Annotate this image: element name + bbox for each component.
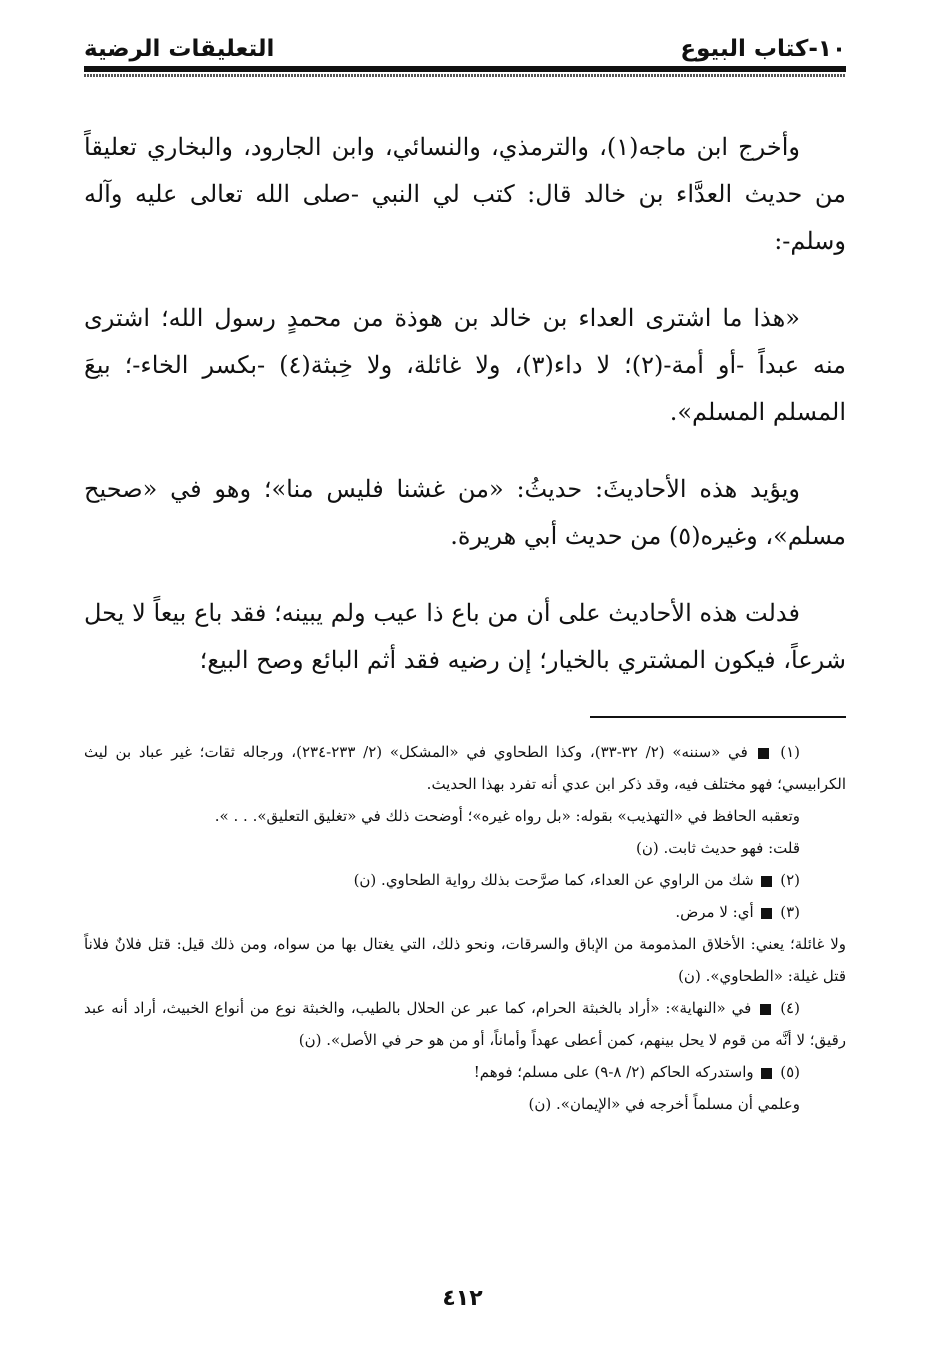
paragraph: ويؤيد هذه الأحاديثَ: حديثُ: «من غشنا فليس منا»؛ وهو في «صحيح مسلم»، وغيره(٥) من حديث أبي هريرة.	[84, 475, 846, 550]
header-rule	[84, 66, 846, 72]
footnote-1	[84, 736, 846, 800]
footnote-separator	[590, 716, 846, 718]
footnote-1-note: قلت: فهو حديث ثابت. (ن)	[635, 839, 800, 857]
paragraph: وأخرج ابن ماجه(١)، والترمذي، والنسائي، وابن الجارود، والبخاري تعليقاً من حديث العدَّاء بن خالد قال: كتب لي النبي -صلى الله تعالى عليه وآله وسلم-:	[84, 133, 846, 255]
footnote-number: (٤)	[780, 999, 800, 1017]
footnote-5-continuation: وعلمي أن مسلماً أخرجه في «الإيمان». (ن)	[528, 1095, 800, 1113]
footnote-text: في «سننه» (٢/ ٣٢-٣٣)، وكذا الطحاوي في «المشكل» (٢/ ٢٣٣-٢٣٤)، ورجاله ثقات؛ غير عباد بن ليث الكرابيسي؛ فهو مختلف فيه، وقد ذكر ابن عدي أنه تفرد بهذا الحديث.	[84, 743, 846, 793]
page-number: ٤١٢	[442, 1286, 483, 1311]
footnote-text: شك من الراوي عن العداء، كما صرَّحت بذلك رواية الطحاوي. (ن)	[353, 871, 754, 889]
paragraph: «هذا ما اشترى العداء بن خالد بن هوذة من محمدٍ رسول الله؛ اشترى منه عبداً -أو أمة-(٢)؛ لا داء(٣)، ولا غائلة، ولا خِبثة(٤) -بكسر الخاء-؛ بيعَ المسلم المسلم».	[84, 304, 846, 426]
footnotes	[84, 736, 846, 1120]
header-rule-dotted	[84, 74, 846, 77]
footnote-text: واستدركه الحاكم (٢/ ٨-٩) على مسلم؛ فوهم!	[473, 1063, 754, 1081]
footnote-number: (٣)	[780, 903, 800, 921]
footnote-3-continuation: ولا غائلة؛ يعني: الأخلاق المذمومة من الإباق والسرقات، ونحو ذلك، التي يغتال بها من سواه، ومن ذلك قيل: قتل فلانٌ فلاناً قتل غيلة: «الطحاوي». (ن)	[84, 935, 846, 985]
running-header	[84, 30, 846, 68]
square-marker-icon	[761, 908, 772, 919]
footnote-number: (١)	[780, 743, 800, 761]
footnote-5	[84, 1056, 846, 1088]
paragraph: فدلت هذه الأحاديث على أن من باع ذا عيب ولم يبينه؛ فقد باع بيعاً لا يحل شرعاً، فيكون المشتري بالخيار؛ إن رضيه فقد أثم البائع وصح البيع؛	[84, 599, 846, 674]
square-marker-icon	[760, 1004, 771, 1015]
footnote-number: (٢)	[780, 871, 800, 889]
main-text	[84, 124, 846, 714]
chapter-title: ١٠-كتاب البيوع	[680, 36, 846, 62]
footnote-text: في «النهاية»: «أراد بالخبثة الحرام، كما عبر عن الحلال بالطيب، والخبثة نوع من أنواع الخبيث، أراد أنه عبد رقيق؛ لا أنَّه من قوم لا يحل بينهم، كمن أعطى عهداً وأماناً، أو من هو حر في الأصل». (ن)	[84, 999, 846, 1049]
footnote-text: أي: لا مرض.	[675, 903, 754, 921]
footnote-2	[84, 864, 846, 896]
square-marker-icon	[761, 1068, 772, 1079]
book-title: التعليقات الرضية	[84, 36, 275, 62]
footnote-1-continuation: وتعقبه الحافظ في «التهذيب» بقوله: «بل رواه غيره»؛ أوضحت ذلك في «تغليق التعليق». . . ».	[214, 807, 800, 825]
square-marker-icon	[761, 876, 772, 887]
footnote-4	[84, 992, 846, 1056]
footnote-number: (٥)	[780, 1063, 800, 1081]
square-marker-icon	[758, 748, 769, 759]
footnote-3	[84, 896, 846, 928]
